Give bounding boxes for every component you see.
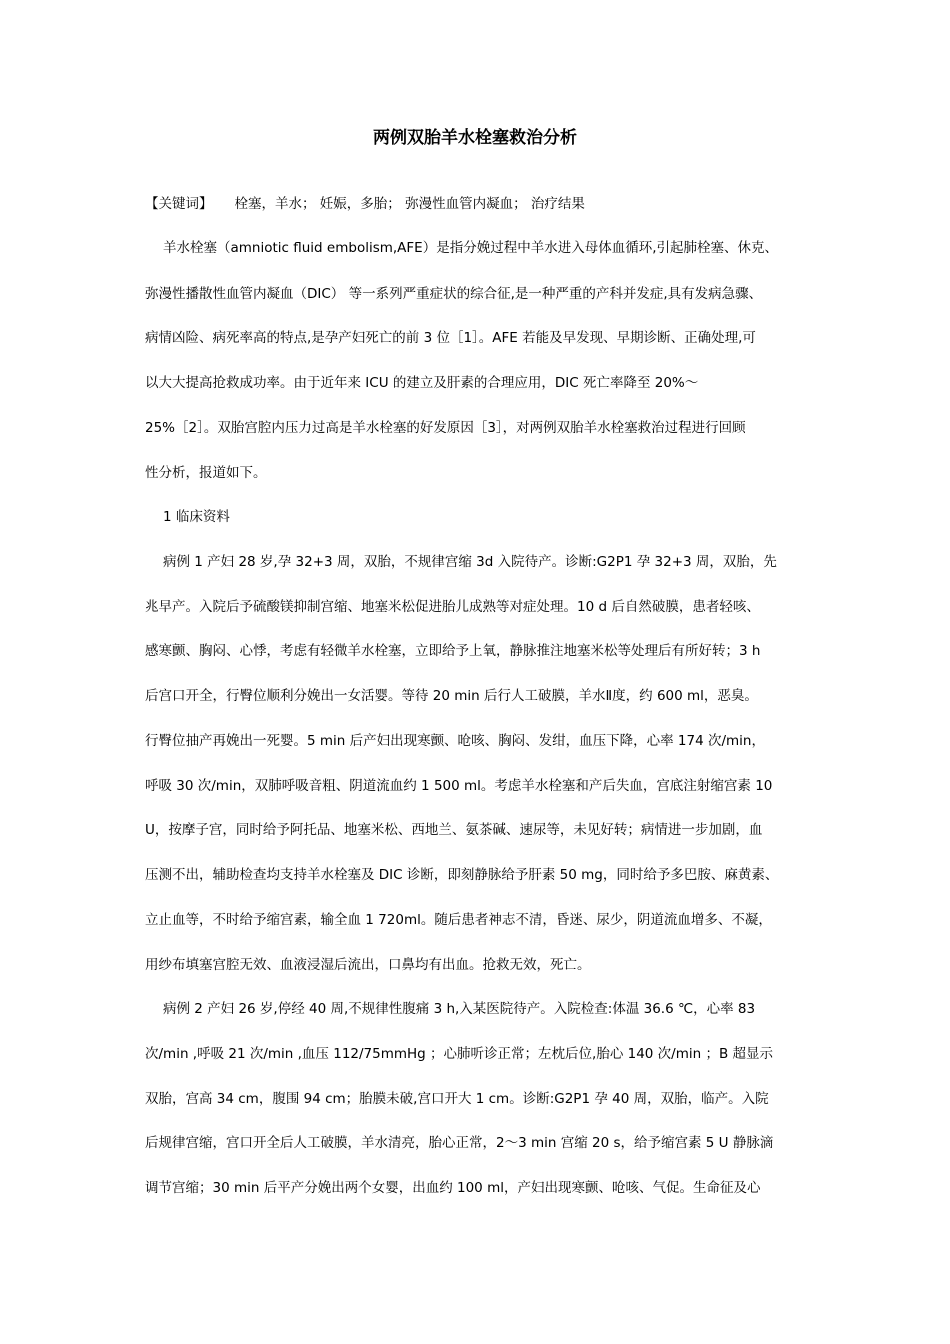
case1-line: 立止血等，不时给予缩宫素，输全血 1 720ml。随后患者神志不清，昏迷、尿少，阴道流血增多、不凝， xyxy=(145,912,772,928)
intro-line: 25%［2］。双胎宫腔内压力过高是羊水栓塞的好发原因［3］，对两例双胎羊水栓塞救治过程进行回顾 xyxy=(145,420,746,436)
intro-line: 性分析，报道如下。 xyxy=(145,465,267,481)
case1-line: 用纱布填塞宫腔无效、血液浸湿后流出，口鼻均有出血。抢救无效，死亡。 xyxy=(145,957,591,973)
case2-line: 次/min ,呼吸 21 次/min ,血压 112/75mmHg ；心肺听诊正常；左枕后位,胎心 140 次/min ；B 超显示 xyxy=(145,1046,774,1062)
case1-line: 病例 1 产妇 28 岁,孕 32+3 周，双胎，不规律宫缩 3d 入院待产。诊断:G2P1 孕 32+3 周，双胎，先 xyxy=(163,554,777,570)
intro-line: 弥漫性播散性血管内凝血（DIC） 等一系列严重症状的综合征,是一种严重的产科并发症,具有发病急骤、 xyxy=(145,286,763,302)
case2-line: 病例 2 产妇 26 岁,停经 40 周,不规律性腹痛 3 h,入某医院待产。入院检查:体温 36.6 ℃，心率 83 xyxy=(163,1001,756,1017)
case1-line: 后宫口开全，行臀位顺利分娩出一女活婴。等待 20 min 后行人工破膜，羊水Ⅱ度，约 600 ml，恶臭。 xyxy=(145,688,758,704)
intro-line: 以大大提高抢救成功率。由于近年来 ICU 的建立及肝素的合理应用，DIC 死亡率降至 20%～ xyxy=(145,375,699,391)
case1-line: U，按摩子宫，同时给予阿托品、地塞米松、西地兰、氨茶碱、速尿等，未见好转；病情进一步加剧，血 xyxy=(145,822,763,838)
case2-line: 双胎，宫高 34 cm，腹围 94 cm；胎膜未破,宫口开大 1 cm。诊断:G2P1 孕 40 周，双胎，临产。入院 xyxy=(145,1091,769,1107)
section-heading: 1 临床资料 xyxy=(163,509,230,525)
case2-line: 调节宫缩；30 min 后平产分娩出两个女婴，出血约 100 ml，产妇出现寒颤、呛咳、气促。生命征及心 xyxy=(145,1180,761,1196)
case1-line: 兆早产。入院后予硫酸镁抑制宫缩、地塞米松促进胎儿成熟等对症处理。10 d 后自然破膜，患者轻咳、 xyxy=(145,599,760,615)
case1-line: 压测不出，辅助检查均支持羊水栓塞及 DIC 诊断，即刻静脉给予肝素 50 mg，同时给予多巴胺、麻黄素、 xyxy=(145,867,779,883)
intro-line: 羊水栓塞（amniotic fluid embolism,AFE）是指分娩过程中羊水进入母体血循环,引起肺栓塞、休克、 xyxy=(163,240,779,256)
case1-line: 感寒颤、胸闷、心悸，考虑有轻微羊水栓塞，立即给予上氧，静脉推注地塞米松等处理后有所好转；3 h xyxy=(145,643,761,659)
case1-line: 行臀位抽产再娩出一死婴。5 min 后产妇出现寒颤、呛咳、胸闷、发绀，血压下降，心率 174 次/min， xyxy=(145,733,765,749)
keywords-text: 栓塞，羊水； 妊娠，多胎； 弥漫性血管内凝血； 治疗结果 xyxy=(234,196,585,212)
case2-line: 后规律宫缩，宫口开全后人工破膜，羊水清亮，胎心正常，2～3 min 宫缩 20 s，给予缩宫素 5 U 静脉滴 xyxy=(145,1135,774,1151)
page-title: 两例双胎羊水栓塞救治分析 xyxy=(373,128,577,148)
keywords-label: 【关键词】 xyxy=(145,196,213,212)
case1-line: 呼吸 30 次/min，双肺呼吸音粗、阴道流血约 1 500 ml。考虑羊水栓塞和产后失血，宫底注射缩宫素 10 xyxy=(145,778,773,794)
keywords-line xyxy=(145,194,585,214)
intro-line: 病情凶险、病死率高的特点,是孕产妇死亡的前 3 位［1］。AFE 若能及早发现、早期诊断、正确处理,可 xyxy=(145,330,756,346)
